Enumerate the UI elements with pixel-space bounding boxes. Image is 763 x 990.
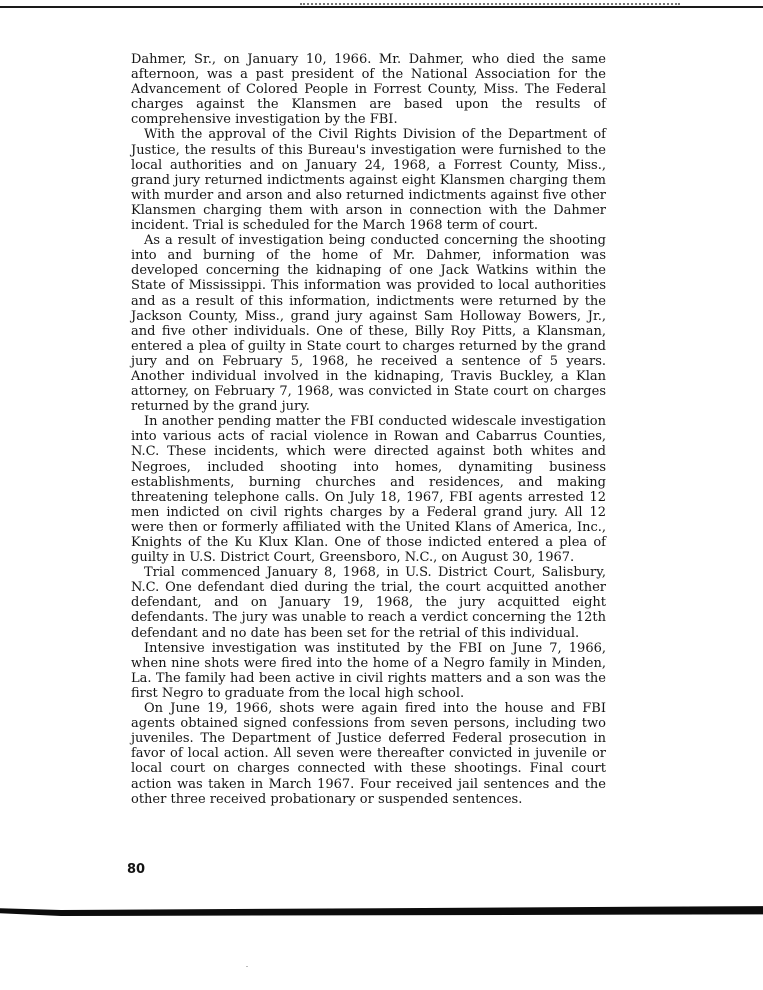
top-rule [0, 6, 763, 8]
paragraph-dahmer-continued: Dahmer, Sr., on January 10, 1966. Mr. Dahmer, who died the same afternoon, was a past president of the National Association for the Advancement of Colored People in Forrest County, Miss. The Federal charges against the Klansmen are based upon the results of comprehensive investigation by the FBI. [131, 52, 606, 128]
paragraph-rowan-cabarrus: In another pending matter the FBI conducted widescale investigation into various acts of racial violence in Rowan and Cabarrus Counties, N.C. These incidents, which were directed against both whites and Negroes, included shooting into homes, dynamiting business establishments, burning churches and residences, and making threatening telephone calls. On July 18, 1967, FBI agents arrested 12 men indicted on civil rights charges by a Federal grand jury. All 12 were then or formerly affiliated with the United Klans of America, Inc., Knights of the Ku Klux Klan. One of those indicted entered a plea of guilty in U.S. District Court, Greensboro, N.C., on August 30, 1967. [131, 414, 606, 566]
paragraph-salisbury-trial: Trial commenced January 8, 1968, in U.S. District Court, Salisbury, N.C. One defendant died during the trial, the court acquitted another defendant, and on January 19, 1968, the jury acquitted eight defendants. The jury was unable to reach a verdict concerning the 12th defendant and no date has been set for the retrial of this individual. [131, 565, 606, 641]
bottom-rule [0, 905, 763, 916]
scan-speck [246, 966, 248, 967]
paragraph-civil-rights-division: With the approval of the Civil Rights Division of the Department of Justice, the results of this Bureau's investigation were furnished to the local authorities and on January 24, 1968, a Forrest County, Miss., grand jury returned indictments against eight Klansmen charging them with murder and arson and also returned indictments against five other Klansmen charging them with arson in connection with the Dahmer incident. Trial is scheduled for the March 1968 term of court. [131, 127, 606, 234]
paragraph-june-19-shots: On June 19, 1966, shots were again fired into the house and FBI agents obtained signed confessions from seven persons, including two juveniles. The Department of Justice deferred Federal prosecution in favor of local action. All seven were thereafter convicted in juvenile or local court on charges connected with these shootings. Final court action was taken in March 1967. Four received jail sentences and the other three received probationary or suspended sentences. [131, 701, 606, 807]
page-number: 80 [127, 862, 146, 877]
paragraph-watkins-kidnaping: As a result of investigation being conducted concerning the shooting into and burning of the home of Mr. Dahmer, information was developed concerning the kidnaping of one Jack Watkins within the State of Mississippi. This information was provided to local authorities and as a result of this information, indictments were returned by the Jackson County, Miss., grand jury against Sam Holloway Bowers, Jr., and five other individuals. One of these, Billy Roy Pitts, a Klansman, entered a plea of guilty in State court to charges returned by the grand jury and on February 5, 1968, he received a sentence of 5 years. Another individual involved in the kidnaping, Travis Buckley, a Klan attorney, on February 7, 1968, was convicted in State court on charges returned by the grand jury. [131, 233, 606, 415]
page-body [131, 52, 606, 807]
paragraph-minden-investigation: Intensive investigation was instituted by the FBI on June 7, 1966, when nine shots were fired into the home of a Negro family in Minden, La. The family had been active in civil rights matters and a son was the first Negro to graduate from the local high school. [131, 640, 606, 701]
